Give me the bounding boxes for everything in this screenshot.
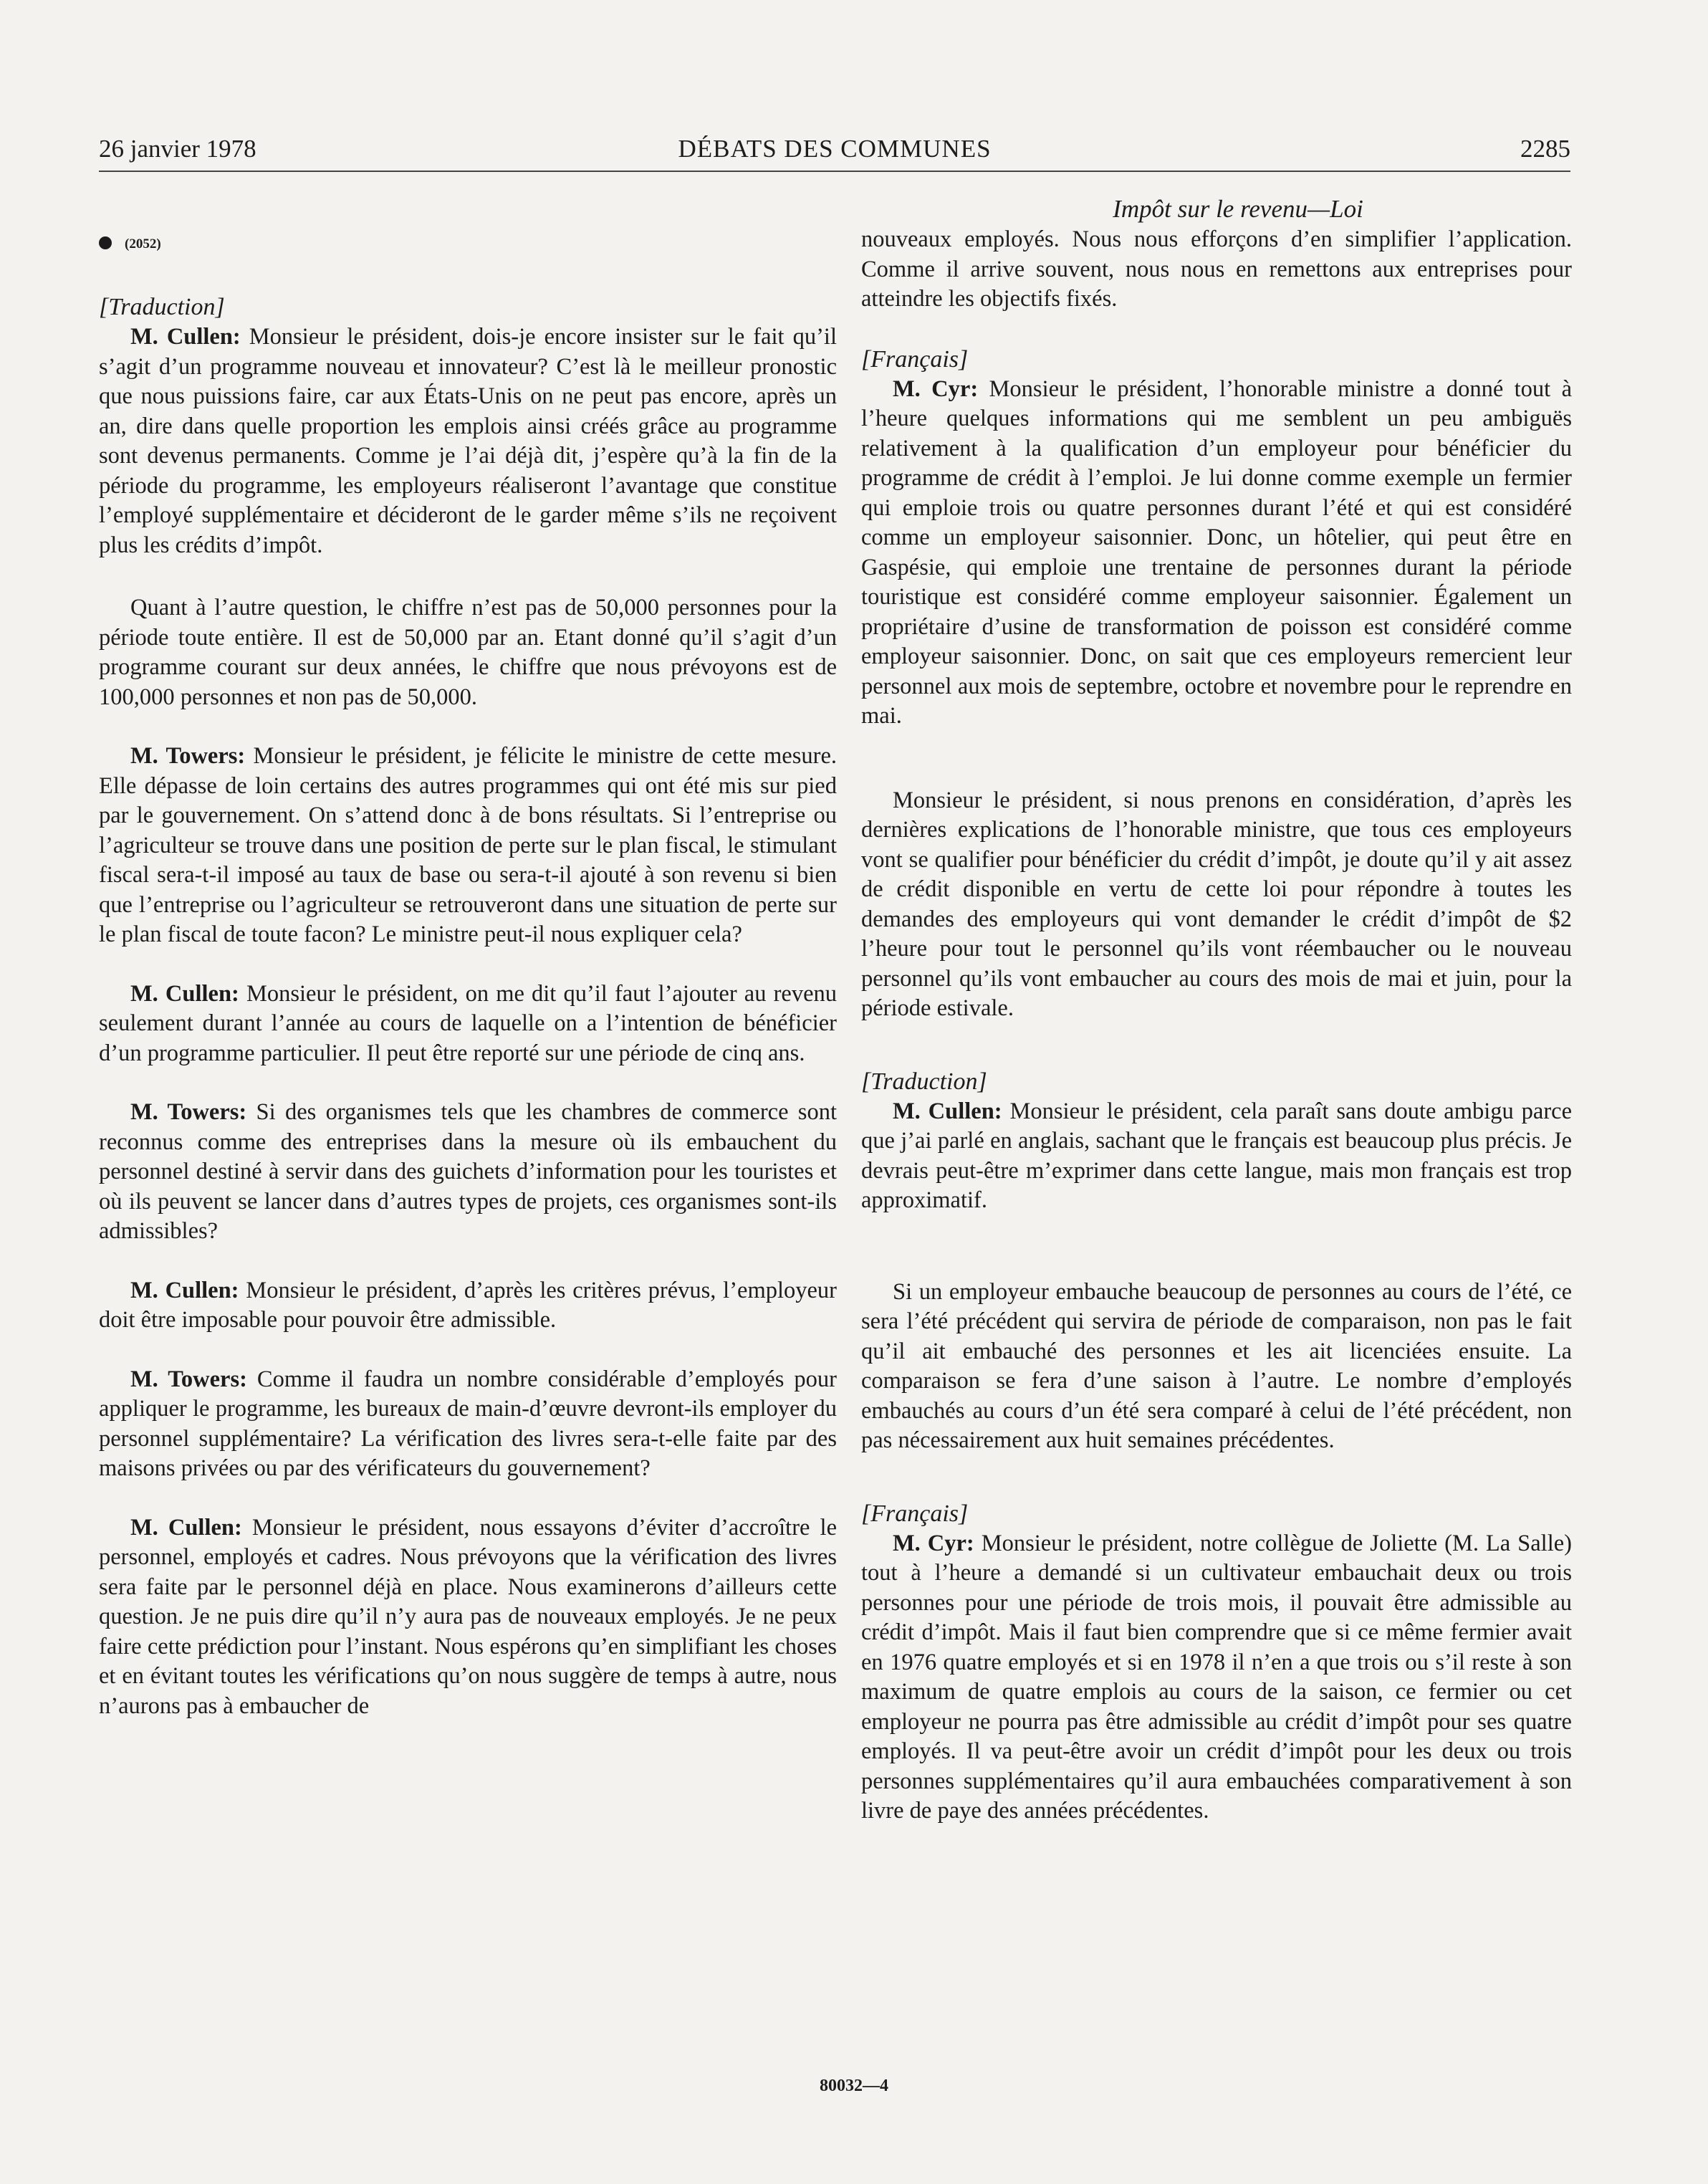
speech-text: Monsieur le président, on me dit qu’il faut l’ajouter au revenu seulement durant l’année au cours de laquelle on a l’intention de bénéficier d’un programme particulier. Il peut être reporté sur une période de cinq ans. xyxy=(99,980,837,1066)
speech-text: Monsieur le président, dois-je encore insister sur le fait qu’il s’agit d’un programme nouveau et innovateur? C’est là le meilleur pronostic que nous puissions faire, car aux États-Unis on ne peut pas encore, après un an, dire dans quelle proportion les emplois ainsi créés grâce au programme sont devenus permanents. Comme je l’ai déjà dit, j’espère qu’à la fin de la période du programme, les employeurs réaliseront l’avantage que constitue l’employé supplémentaire et décideront de le garder même s’ils ne reçoivent plus les crédits d’impôt. xyxy=(99,324,837,558)
footer-code: 80032—4 xyxy=(820,2077,888,2095)
speech-paragraph xyxy=(99,1513,837,1722)
speech-paragraph xyxy=(861,1097,1572,1216)
speech-paragraph xyxy=(99,980,837,1069)
speaker-name: M. Cullen: xyxy=(130,1514,242,1541)
speech-paragraph xyxy=(99,322,837,560)
speech-paragraph xyxy=(99,1276,837,1336)
speech-text: Monsieur le président, l’honorable ministre a donné tout à l’heure quelques informations qui me semblent un peu ambiguës relativement à la qualification d’un employeur pour bénéficier du programme de crédit à l’emploi. Je lui donne comme exemple un fermier qui emploie trois ou quatre personnes durant l’été et qui est considéré comme un employeur saisonnier. Donc, un hôtelier, qui peut être en Gaspésie, qui emploie une trentaine de personnes durant la période touristique est considéré comme employeur saisonnier. Également un propriétaire d’usine de transformation de poisson est considéré comme employeur saisonnier. Donc, on sait que ces employeurs remercient leur personnel aux mois de septembre, octobre et novembre pour le reprendre en mai. xyxy=(861,375,1572,729)
header-date: 26 janvier 1978 xyxy=(99,135,256,163)
speech-text: Si des organismes tels que les chambres de commerce sont reconnus comme des entreprises dans la mesure où ils embauchent du personnel destiné à servir dans des guichets d’information pour les touristes et où ils peuvent se lancer dans d’autres types de projets, ces organismes sont-ils admissibles? xyxy=(99,1099,837,1244)
speech-paragraph xyxy=(99,742,837,950)
speech-text: Monsieur le président, cela paraît sans doute ambigu parce que j’ai parlé en anglais, sachant que le français est beaucoup plus précis. Je devrais peut-être m’exprimer dans cette langue, mais mon français est trop approximatif. xyxy=(861,1098,1573,1213)
speech-text: Monsieur le président, nous essayons d’éviter d’accroître le personnel, employés et cadres. Nous prévoyons que la vérification des livres sera faite par le personnel déjà en place. Nous examinerons d’ailleurs cette question. Je ne puis dire qu’il n’y aura pas de nouveaux employés. Je ne peux faire cette prédiction pour l’instant. Nous espérons qu’en simplifiant les choses et en évitant toutes les vérifications qu’on nous suggère de temps à autre, nous n’aurons pas à embaucher de xyxy=(99,1514,837,1719)
left-column xyxy=(99,185,837,1721)
speech-paragraph: nouveaux employés. Nous nous efforçons d’en simplifier l’application. Comme il arrive souvent, nous nous en remettons aux entreprises pour atteindre les objectifs fixés. xyxy=(861,226,1572,312)
speaker-name: M. Towers: xyxy=(130,1366,247,1392)
speaker-name: M. Towers: xyxy=(130,1099,247,1125)
speaker-name: M. Cullen: xyxy=(893,1098,1002,1124)
speech-paragraph: Quant à l’autre question, le chiffre n’est pas de 50,000 personnes pour la période toute entière. Il est de 50,000 par an. Etant donné qu’il s’agit d’un programme courant sur deux années, le chiffre que nous prévoyons est de 100,000 personnes et non pas de 50,000. xyxy=(99,595,837,710)
speech-text: Monsieur le président, notre collègue de Joliette (M. La Salle) tout à l’heure a demandé si un cultivateur embauchait deux ou trois personnes pour une période de trois mois, il pouvait être admissible au crédit d’impôt. Mais il faut bien comprendre que si ce même fermier avait en 1976 quatre employés et si en 1978 il n’en a que trois ou s’il reste à son maximum de quatre emplois au cours de la saison, ce fermier ou cet employeur ne pourra pas être admissible au crédit d’impôt pour ses quatre employés. Il va peut-être avoir un crédit d’impôt pour les deux ou trois personnes supplémentaires qu’il aura embauchées comparativement à son livre de paye des années précédentes. xyxy=(861,1530,1572,1824)
header-title: DÉBATS DES COMMUNES xyxy=(678,135,992,163)
language-note: [Traduction] xyxy=(99,294,225,320)
running-head: Impôt sur le revenu—Loi xyxy=(1113,195,1363,223)
speaker-name: M. Cyr: xyxy=(893,1530,974,1556)
speaker-name: M. Towers: xyxy=(130,743,246,769)
time-marker xyxy=(99,234,837,255)
language-note: [Français] xyxy=(861,345,969,373)
time-marker-text: (2052) xyxy=(125,236,161,252)
page-number: 2285 xyxy=(1520,135,1570,163)
speech-text: Monsieur le président, je félicite le ministre de cette mesure. Elle dépasse de loin certains des autres programmes qui ont été mis sur pied par le gouvernement. On s’attend donc à de bons résultats. Si l’entreprise ou l’agriculteur se trouve dans une position de perte sur le plan fiscal, le stimulant fiscal sera-t-il imposé au taux de base ou sera-t-il ajouté à son revenu si bien que l’entreprise ou l’agriculteur se retrouveront dans une situation de perte sur le plan fiscal de toute facon? Le ministre peut-il nous expliquer cela? xyxy=(99,743,837,947)
speaker-name: M. Cullen: xyxy=(130,324,241,350)
speech-paragraph xyxy=(99,1365,837,1484)
speech-text: Monsieur le président, d’après les critères prévus, l’employeur doit être imposable pour pouvoir être admissible. xyxy=(99,1277,837,1333)
page-header xyxy=(99,133,1570,172)
speech-paragraph: Si un employeur embauche beaucoup de personnes au cours de l’été, ce sera l’été précédent qui servira de période de comparaison, non pas le fait qu’il ait embauché des personnes et les ait licenciées ensuite. La comparaison se fera d’une saison à l’autre. Le nombre d’employés embauchés au cours d’un été sera comparé à celui de l’été précédent, non pas nécessairement aux huit semaines précédentes. xyxy=(861,1278,1572,1453)
right-column xyxy=(861,185,1572,1826)
speech-paragraph xyxy=(99,1098,837,1247)
language-note: [Traduction] xyxy=(861,1068,987,1095)
speaker-name: M. Cullen: xyxy=(130,1277,239,1303)
bullet-icon xyxy=(99,236,112,249)
speech-paragraph: Monsieur le président, si nous prenons en considération, d’après les dernières explications de l’honorable ministre, que tous ces employeurs vont se qualifier pour bénéficier du crédit d’impôt, je doute qu’il y ait assez de crédit disponible en vertu de cette loi pour répondre à toutes les demandes des employeurs qui vont demander le crédit d’impôt de $2 l’heure pour tout le personnel qu’ils vont réembaucher ou le nouveau personnel qu’ils vont embaucher au cours des mois de mai et juin, pour la période estivale. xyxy=(861,787,1572,1021)
speaker-name: M. Cyr: xyxy=(893,375,979,402)
speaker-name: M. Cullen: xyxy=(130,980,239,1007)
speech-paragraph xyxy=(861,375,1572,732)
speech-text: Comme il faudra un nombre considérable d’employés pour appliquer le programme, les bureaux de main-d’œuvre devront-ils employer du personnel supplémentaire? La vérification des livres sera-t-elle faite par des maisons privées ou par des vérificateurs du gouvernement? xyxy=(99,1366,837,1481)
speech-paragraph xyxy=(861,1529,1572,1826)
language-note: [Français] xyxy=(861,1500,969,1527)
